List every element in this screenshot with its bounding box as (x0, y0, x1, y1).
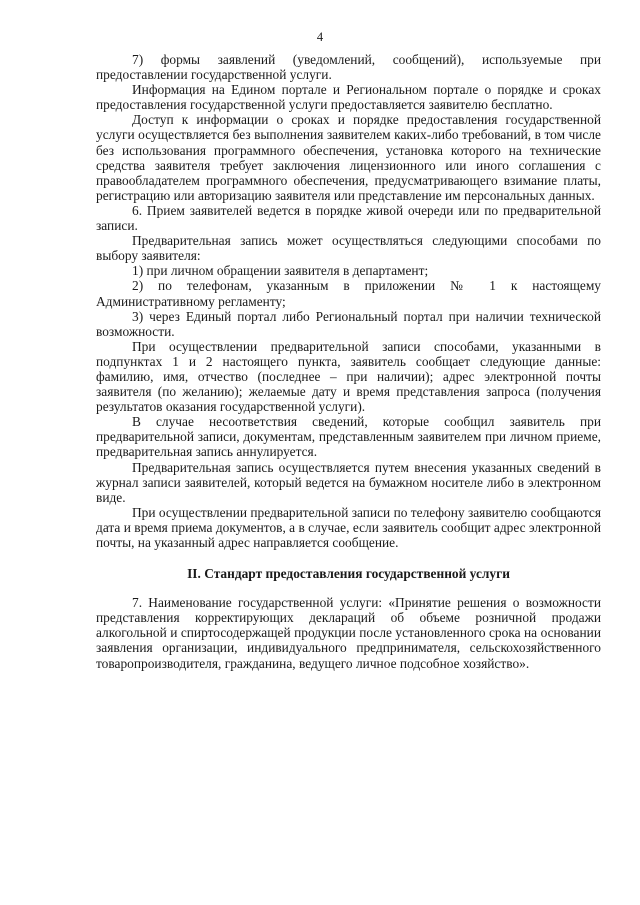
paragraph-phone-notification: При осуществлении предварительной записи по телефону заявителю сообщаются дата и время приема документов, а в случае, если заявитель сообщит адрес электронной почты, на указанный адрес направляется сообщение. (96, 504, 601, 550)
page-number: 4 (316, 30, 324, 44)
paragraph-item-6-reception: 6. Прием заявителей ведется в порядке живой очереди или по предварительной записи. (96, 202, 601, 234)
list-item-portal: 3) через Единый портал либо Региональный портал при наличии технической возможности. (96, 308, 601, 339)
paragraph-access-requirements: Доступ к информации о сроках и порядке предоставления государственной услуги осуществляется без выполнения заявителем каких-либо требований, в том числе без использования программного обеспечения, установка которого на технические средства заявителя требует заключения лицензионного или иного соглашения с правообладателем программного обеспечения, предусматривающего взимание платы, регистрацию или авторизацию заявителя или представление им персональных данных. (96, 112, 601, 203)
paragraph-portal-info-free: Информация на Едином портале и Региональном портале о порядке и сроках предоставления государственной услуги предоставляется заявителю бесплатно. (96, 82, 601, 113)
paragraph-registration-journal: Предварительная запись осуществляется путем внесения указанных сведений в журнал записи заявителей, который ведется на бумажном носителе либо в электронном виде. (96, 459, 601, 505)
list-item-phone: 2) по телефонам, указанным в приложении № 1 к настоящему Административному регламенту; (96, 278, 601, 309)
list-item-personal-visit: 1) при личном обращении заявителя в департамент; (132, 263, 429, 279)
document-body (96, 52, 601, 671)
section-heading: II. Стандарт предоставления государственной услуги (187, 566, 510, 582)
paragraph-applicant-data: При осуществлении предварительной записи способами, указанными в подпунктах 1 и 2 настоящего пункта, заявитель сообщает следующие данные: фамилию, имя, отчество (последнее – при наличии); адрес электронной почты заявителя (по желанию); желаемые дату и время представления запроса (получения результатов оказания государственной услуги). (96, 338, 601, 415)
paragraph-preregistration-methods: Предварительная запись может осуществляться следующими способами по выбору заявителя: (96, 233, 601, 264)
paragraph-forms-item-7: 7) формы заявлений (уведомлений, сообщений), используемые при предоставлении государственной услуги. (96, 52, 601, 83)
paragraph-mismatch-cancellation: В случае несоответствия сведений, которые сообщил заявитель при предварительной записи, документам, представленным заявителем при личном приеме, предварительная запись аннулируется. (96, 414, 601, 460)
paragraph-item-7-service-name: 7. Наименование государственной услуги: «Принятие решения о возможности представления корректирующих деклараций об объеме розничной продажи алкогольной и спиртосодержащей продукции после установленного срока на основании заявления организации, индивидуального предпринимателя, сельскохозяйственного товаропроизводителя, гражданина, ведущего личное подсобное хозяйство». (96, 595, 601, 671)
